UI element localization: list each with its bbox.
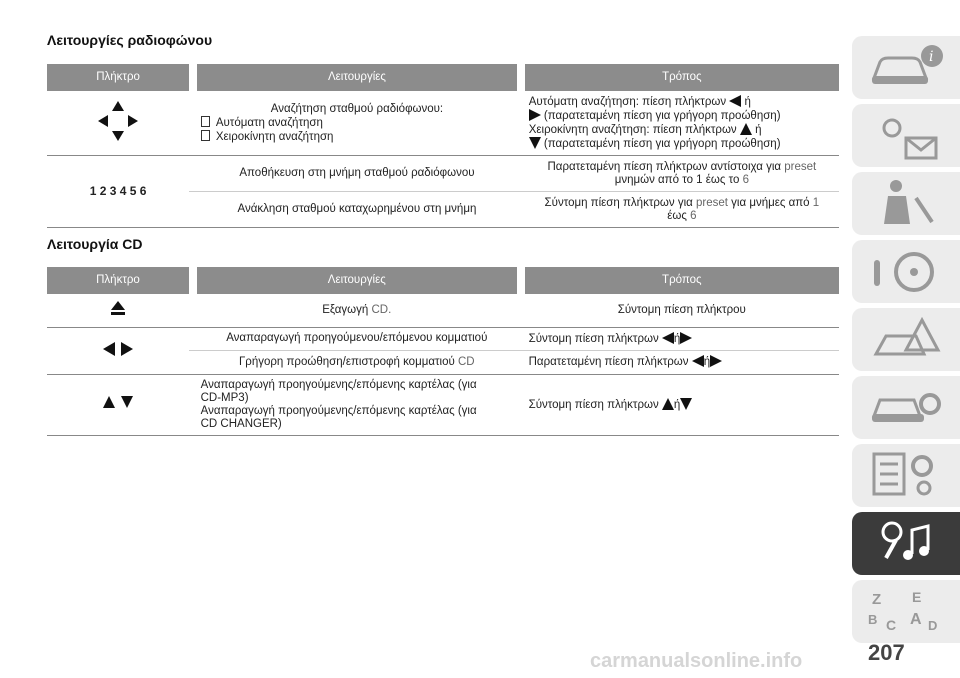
- svg-text:A: A: [910, 611, 922, 628]
- svg-text:D: D: [928, 618, 938, 633]
- track-function: Αναπαραγωγή προηγούμενου/επόμενου κομματιού: [197, 327, 517, 350]
- store-method: Παρατεταμένη πίεση πλήκτρων αντίστοιχα για preset μνημών από το 1 έως το 6: [525, 156, 839, 192]
- arrow-left-icon: [692, 355, 704, 367]
- arrow-right-icon: [680, 332, 692, 344]
- svg-text:C: C: [886, 617, 897, 633]
- header-key: Πλήκτρο: [47, 267, 189, 294]
- tab-driving[interactable]: [852, 240, 960, 303]
- page-number: 207: [868, 640, 905, 665]
- header-functions: Λειτουργίες: [197, 64, 517, 91]
- checklist-gear-icon: [866, 450, 946, 500]
- section-title-radio: Λειτουργίες ραδιοφώνου: [47, 32, 213, 48]
- arrow-left-icon: [729, 95, 741, 107]
- tab-emergency[interactable]: [852, 308, 960, 371]
- arrow-right-icon: [710, 355, 722, 367]
- svg-text:i: i: [929, 49, 934, 65]
- radio-table: [47, 64, 839, 228]
- folder-function: Αναπαραγωγή προηγούμενης/επόμενης καρτέλας (για CD-MP3) Αναπαραγωγή προηγούμενης/επόμενης καρτέλας (για CD CHANGER): [197, 374, 517, 435]
- tab-index[interactable]: [852, 580, 960, 643]
- checkbox-icon: [201, 116, 210, 127]
- header-functions: Λειτουργίες: [197, 267, 517, 294]
- tab-technical[interactable]: [852, 444, 960, 507]
- seek-method: Παρατεταμένη πίεση πλήκτρων ή: [525, 350, 839, 374]
- left-right-icon: [47, 327, 189, 374]
- recall-method: Σύντομη πίεση πλήκτρων για preset για μνήμες από 1 έως 6: [525, 192, 839, 228]
- header-method: Τρόπος: [525, 267, 839, 294]
- recall-function: Ανάκληση σταθμού καταχωρημένου στη μνήμη: [197, 192, 517, 228]
- svg-text:Z: Z: [872, 591, 882, 608]
- preset-keys: 1 2 3 4 5 6: [47, 156, 189, 228]
- car-info-icon: [866, 42, 946, 92]
- alphabet-index-icon: [866, 586, 946, 636]
- tab-maintenance[interactable]: [852, 376, 960, 439]
- tab-multimedia[interactable]: [852, 512, 960, 575]
- arrow-down-icon: [529, 137, 541, 149]
- radio-search-method: Αυτόματη αναζήτηση: πίεση πλήκτρων ή (παρατεταμένη πίεση για γρήγορη προώθηση) Χειροκίνητη αναζήτηση: πίεση πλήκτρων ή (παρατεταμένη πίεση για γρήγορη προώθηση): [525, 91, 839, 156]
- option-auto: Αυτόματη αναζήτηση: [201, 116, 513, 130]
- tab-safety[interactable]: [852, 172, 960, 235]
- svg-text:E: E: [912, 589, 922, 605]
- warning-light-icon: [866, 110, 946, 160]
- up-down-icon: [47, 374, 189, 435]
- eject-function: Εξαγωγή CD.: [197, 294, 517, 327]
- arrow-up-icon: [662, 398, 674, 410]
- tab-warnings[interactable]: [852, 104, 960, 167]
- radio-search-function: [197, 91, 517, 156]
- arrow-keys-icon: [47, 91, 189, 156]
- header-key: Πλήκτρο: [47, 64, 189, 91]
- checkbox-icon: [201, 130, 210, 141]
- cd-table: [47, 267, 839, 436]
- car-service-icon: [866, 382, 946, 432]
- arrow-up-icon: [740, 123, 752, 135]
- multimedia-music-icon: [866, 518, 946, 568]
- emergency-icon: [866, 314, 946, 364]
- eject-icon: [47, 294, 189, 327]
- svg-text:B: B: [868, 612, 878, 627]
- eject-method: Σύντομη πίεση πλήκτρου: [525, 294, 839, 327]
- arrow-left-icon: [662, 332, 674, 344]
- seek-function: Γρήγορη προώθηση/επιστροφή κομματιού CD: [197, 350, 517, 374]
- tab-car-info[interactable]: [852, 36, 960, 99]
- arrow-down-icon: [680, 398, 692, 410]
- steering-wheel-icon: [866, 246, 946, 296]
- search-title: Αναζήτηση σταθμού ραδιόφωνου:: [270, 102, 444, 115]
- seatbelt-icon: [866, 178, 946, 228]
- folder-method: Σύντομη πίεση πλήκτρων ή: [525, 374, 839, 435]
- watermark-footer: carmanualsonline.info: [590, 650, 803, 672]
- header-method: Τρόπος: [525, 64, 839, 91]
- section-title-cd: Λειτουργία CD: [47, 236, 143, 252]
- store-function: Αποθήκευση στη μνήμη σταθμού ραδιόφωνου: [197, 156, 517, 192]
- track-method: Σύντομη πίεση πλήκτρων ή: [525, 327, 839, 350]
- option-manual: Χειροκίνητη αναζήτηση: [201, 130, 513, 144]
- arrow-right-icon: [529, 109, 541, 121]
